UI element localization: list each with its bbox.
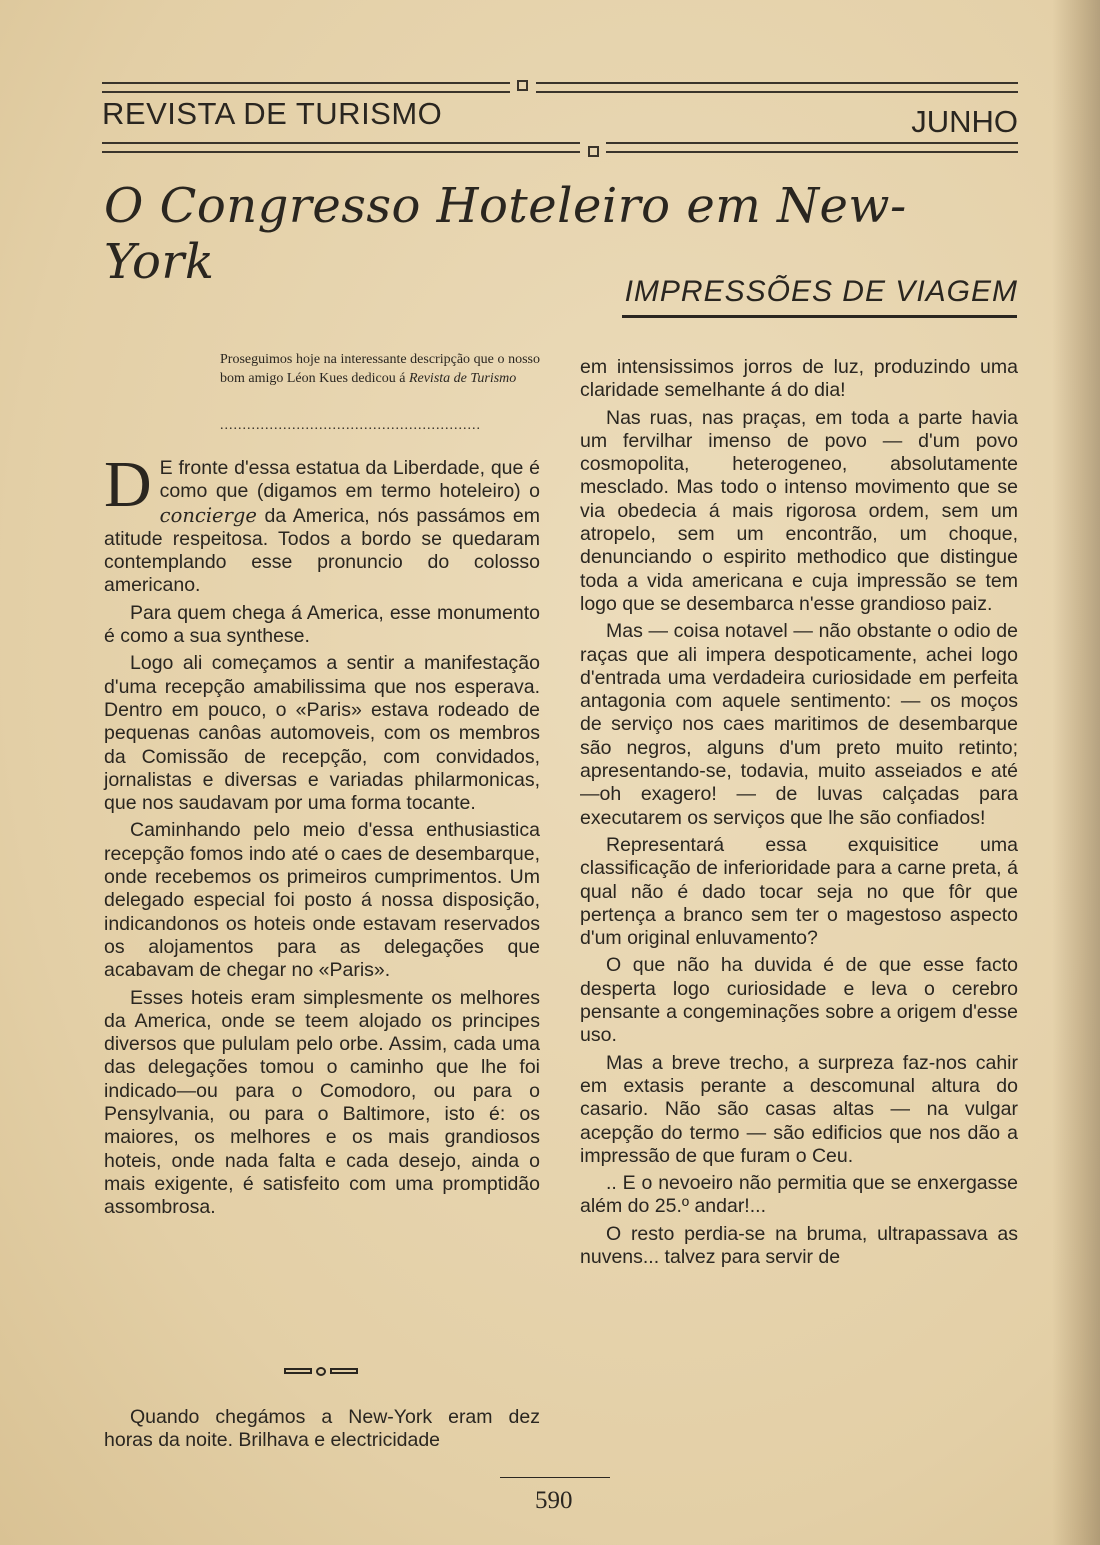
concierge-word: concierge (159, 503, 257, 527)
paragraph: Logo ali começamos a sentir a manifestação d'uma recepção amabilissima que nos esperava. Dentro em pouco, o «Paris» estava rodeado de pequenas canôas automoveis, com os membros da Comissão de recepção, com convidados, jornalistas e diversas e variadas philarmonicas, que nos saudavam por uma forma tocante. (104, 652, 540, 815)
article-title: O Congresso Hoteleiro em New-York (104, 178, 907, 290)
paragraph: O resto perdia-se na bruma, ultrapassava as nuvens... talvez para servir de (580, 1222, 1018, 1268)
page-spine-shadow (1052, 0, 1100, 1545)
header-rule-top (102, 82, 510, 93)
right-column (580, 356, 1018, 1273)
intro-text: Proseguimos hoje na interessante descripção que o nosso bom amigo Léon Kues dedicou á (220, 352, 540, 386)
paragraph: Para quem chega á America, esse monumento é como a sua synthese. (104, 601, 540, 648)
magazine-name: REVISTA DE TURISMO (102, 96, 443, 131)
paragraph-text: da America, nós passámos em atitude respeitosa. Todos a bordo se quedaram contemplando esse pronuncio do colosso americano. (104, 504, 540, 597)
footer-rule (500, 1477, 610, 1478)
section-ornament (284, 1365, 360, 1377)
left-column (104, 448, 540, 1224)
issue-month: JUNHO (911, 104, 1018, 139)
header-ornament-bottom (588, 146, 599, 157)
header-rule-top-right (536, 82, 1018, 93)
header-ornament-top (517, 80, 528, 91)
paragraph: Quando chegámos a New-York eram dez horas da noite. Brilhava e electricidade (104, 1406, 540, 1452)
intro-note (220, 350, 540, 388)
paragraph: .. E o nevoeiro não permitia que se enxergasse além do 25.º andar!... (580, 1172, 1018, 1218)
paragraph: em intensissimos jorros de luz, produzindo uma claridade semelhante á do dia! (580, 356, 1018, 402)
drop-cap: D (104, 448, 152, 521)
header-rule-bottom (102, 142, 580, 153)
paragraph: Caminhando pelo meio d'essa enthusiastica recepção fomos indo até o caes de desembarque, onde recebemos os primeiros cumprimentos. Um delegado especial foi posto á nossa disposição, indicandonos os hoteis onde estavam reservados os alojamentos para as delegações que acabavam de chegar no «Paris». (104, 819, 540, 982)
paragraph: Representará essa exquisitice uma classificação de inferioridade para a carne preta, á qual não é dado tocar seja no que fôr que pertença a branco sem ter o magestoso aspecto d'um original enluvamento? (580, 833, 1018, 950)
paragraph: O que não ha duvida é de que esse facto desperta logo curiosidade e leva o cerebro pensante a congeminações sobre a origem d'esse uso. (580, 954, 1018, 1047)
paragraph: Esses hoteis eram simplesmente os melhores da America, onde se teem alojado os principes diversos que pululam pelo orbe. Assim, cada uma das delegações tomou o caminho que lhe foi indicado—ou para o Comodoro, ou para o Pensylvania, ou para o Baltimore, isto é: os maiores, os melhores e os mais grandiosos hoteis, onde nada falta e cada desejo, ainda o mais exigente, é satisfeito com uma promptidão assombrosa. (104, 986, 540, 1219)
header-rule-bottom-right (606, 142, 1018, 153)
left-column-bottom (104, 1406, 540, 1453)
drop-cap-rest: E (159, 457, 173, 479)
paragraph: Mas — coisa notavel — não obstante o odio de raças que ali impera despoticamente, achei logo d'entrada uma verdadeira curiosidade em perfeita antagonia com aquele sentimento: — os moços de serviço nos caes maritimos de desembarque são negros, alguns d'um preto muito retinto; apresentando-se, todavia, muito asseiados e até —oh exagero! — de luvas calçadas para executarem os serviços que lhe são confiados! (580, 620, 1018, 829)
paragraph: Nas ruas, nas praças, em toda a parte havia um fervilhar imenso de povo — d'um povo cosmopolita, heterogeneo, absolutamente mesclado. Mas todo o intenso movimento que se via obedecia á mais rigorosa ordem, sem um atropelo, sem um encontrão, um choque, denunciando o espirito methodico que distingue toda a vida americana e cuja impressão se tem logo que se desembarca n'esse grandioso paiz. (580, 406, 1018, 615)
intro-magazine-ref: Revista de Turismo (408, 371, 517, 386)
subtitle-underline (622, 315, 1017, 318)
paragraph (104, 448, 540, 598)
dotted-separator: .......................................................... (220, 418, 481, 433)
paragraph-text: fronte d'essa estatua da Liberdade, que é como que (digamos em termo hoteleiro) o (159, 457, 540, 503)
article-subtitle: IMPRESSÕES DE VIAGEM (624, 275, 1018, 308)
paragraph: Mas a breve trecho, a surpreza faz-nos cahir em extasis perante a descomunal altura do casario. Não são casas altas — na vulgar acepção do termo — são edificios que nos dão a impressão de que furam o Ceu. (580, 1051, 1018, 1167)
page-number: 590 (535, 1487, 573, 1514)
